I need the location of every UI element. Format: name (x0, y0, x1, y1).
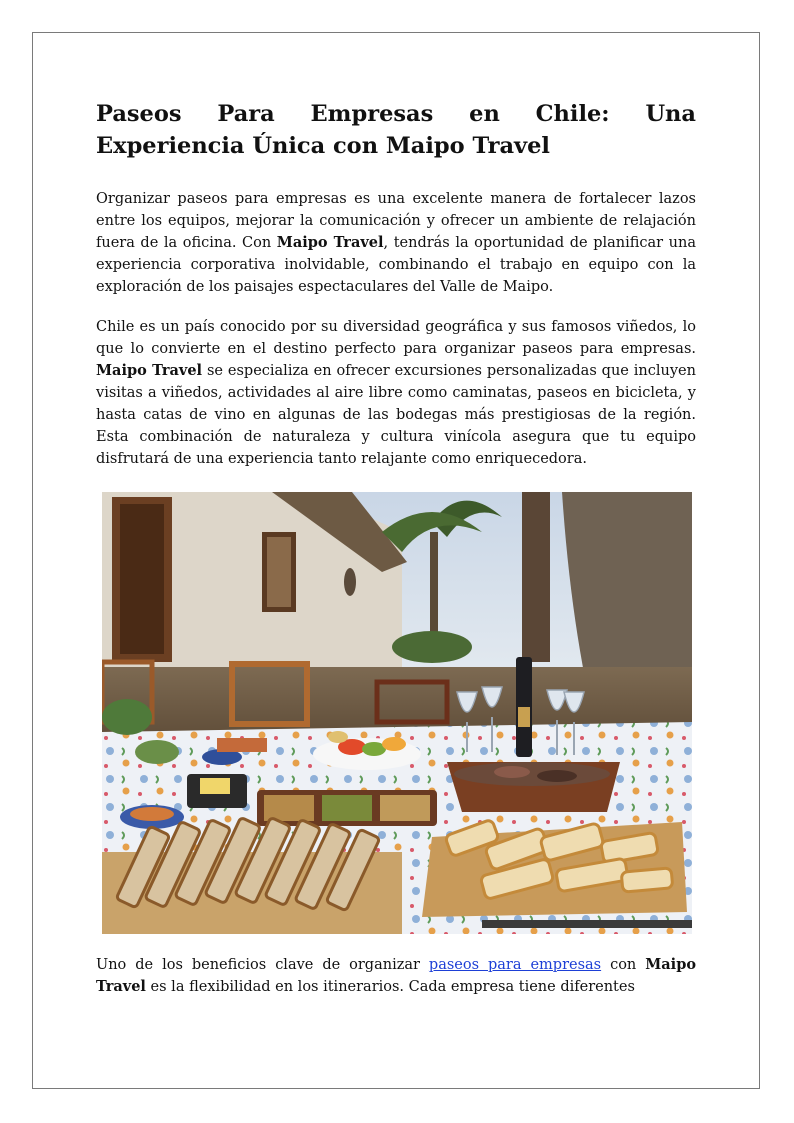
brand-name: Maipo Travel (276, 234, 384, 251)
paseos-link[interactable]: paseos para empresas (428, 957, 602, 973)
paragraph-text: , tendrás la oportunidad de planificar una experiencia corporativa inolvidable, combinando el trabajo en equipo con la exploración de los paisajes espectaculares del Valle de Maipo. (96, 235, 697, 295)
brand-name: Maipo Travel (96, 362, 203, 379)
brand-name: Maipo Travel (96, 956, 696, 995)
paragraph-text: con (601, 957, 646, 973)
paragraph-text: Uno de los beneficios clave de organizar (96, 957, 429, 973)
paragraph-text: es la flexibilidad en los itinerarios. Cada empresa tiene diferentes (145, 979, 635, 995)
outdoor-picnic-table-photo (102, 492, 692, 934)
paragraph-text: Chile es un país conocido por su diversidad geográfica y sus famosos viñedos, lo que lo convierte en el destino perfecto para organizar paseos para empresas. (96, 319, 696, 357)
paragraph-text: Organizar paseos para empresas es una excelente manera de fortalecer lazos entre los equipos, mejorar la comunicación y ofrecer un ambiente de relajación fuera de la oficina. Con (96, 191, 696, 251)
paragraph-chile (96, 316, 696, 470)
page-title: Paseos Para Empresas en Chile: Una Experiencia Única con Maipo Travel (96, 101, 696, 159)
document-body (96, 98, 696, 1016)
paragraph-text: se especializa en ofrecer excursiones personalizadas que incluyen visitas a viñedos, actividades al aire libre como caminatas, paseos en bicicleta, y hasta catas de vino en algunas de las bodegas más prestigiosas de la región. Esta combinación de naturaleza y cultura vinícola asegura que tu equipo disfrutará de una experiencia tanto relajante como enriquecedora. (96, 363, 696, 467)
paragraph-benefits (96, 954, 696, 998)
paragraph-intro (96, 188, 696, 298)
